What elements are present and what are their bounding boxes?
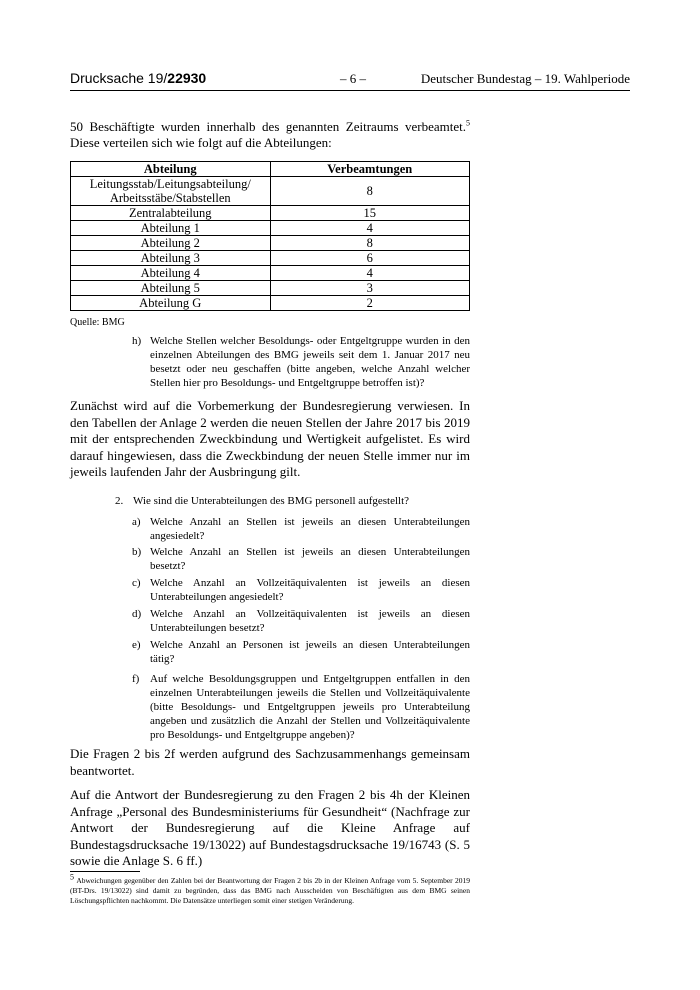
answer-2-reference: Auf die Antwort der Bundesregierung zu den Fragen 2 bis 4h der Kleinen Anfrage „Personal des Bundesministeriums für Gesundheit“ (Nachfrage zur Antwort der Bundesregierung auf die Kleine Anfrage auf Bundestagsdrucksache 19/13022) auf Bundestagsdrucksache 19/16743 (S. 5 sowie die Anlage S. 6 ff.) bbox=[70, 787, 470, 868]
cell-dept: Leitungsstab/Leitungsabteilung/ Arbeitsstäbe/Stabstellen bbox=[71, 177, 271, 206]
cell-count: 8 bbox=[270, 177, 470, 206]
table-row bbox=[71, 177, 470, 206]
table-row bbox=[71, 281, 470, 296]
question-2c: c) Welche Anzahl an Vollzeitäquivalenten ist jeweils an diesen Unterabteilungen angesiedelt? bbox=[132, 577, 470, 603]
header-abteilung: Abteilung bbox=[71, 162, 271, 177]
footnote-mark: 5 bbox=[70, 872, 74, 882]
cell-dept: Abteilung 5 bbox=[71, 281, 271, 296]
header-verbeamtungen: Verbeamtungen bbox=[270, 162, 470, 177]
footnote bbox=[70, 872, 471, 906]
footnote-ref: 5 bbox=[466, 118, 470, 128]
cell-dept: Abteilung G bbox=[71, 296, 271, 311]
cell-count: 6 bbox=[270, 251, 470, 266]
page-header bbox=[70, 68, 630, 91]
answer-2-intro: Die Fragen 2 bis 2f werden aufgrund des Sachzusammenhangs gemeinsam beantwortet. bbox=[70, 746, 470, 778]
departments-table bbox=[70, 161, 470, 311]
question-2d: d) Welche Anzahl an Vollzeitäquivalenten ist jeweils an diesen Unterabteilungen besetzt? bbox=[132, 608, 470, 634]
cell-count: 4 bbox=[270, 266, 470, 281]
question-text: Wie sind die Unterabteilungen des BMG personell aufgestellt? bbox=[133, 495, 410, 507]
question-label: 2. bbox=[115, 495, 124, 507]
question-2a: a) Welche Anzahl an Stellen ist jeweils an diesen Unterabteilungen angesiedelt? bbox=[132, 516, 470, 542]
question-2b: b) Welche Anzahl an Stellen ist jeweils an diesen Unterabteilungen besetzt? bbox=[132, 546, 470, 572]
answer-h: Zunächst wird auf die Vorbemerkung der Bundesregierung verwiesen. In den Tabellen der Anlage 2 werden die neuen Stellen der Jahre 2017 bis 2019 mit der entsprechenden Zweckbindung und Wertigkeit aufgelistet. Es wird darauf hingewiesen, dass die Zweckbindung der neuen Stelle immer nur im jeweils laufenden Jahr der Ausbringung gilt. bbox=[70, 398, 470, 479]
document-number: Drucksache 19/22930 bbox=[70, 70, 207, 86]
cell-dept: Abteilung 4 bbox=[71, 266, 271, 281]
cell-dept: Abteilung 1 bbox=[71, 221, 271, 236]
footnote-text: Abweichungen gegenüber den Zahlen bei der Beantwortung der Fragen 2 bis 2b in der Kleinen Anfrage vom 5. September 2019 (BT-Drs. 19/13022) sind damit zu begründen, dass das BMG nach Ausscheiden von Beschäftigten aus dem BMG seinen Löschungspflichten nachkommt. Die Datensätze unterliegen somit einer stetigen Veränderung. bbox=[70, 876, 471, 905]
cell-count: 15 bbox=[270, 206, 470, 221]
question-h bbox=[132, 334, 470, 390]
cell-dept: Abteilung 3 bbox=[71, 251, 271, 266]
question-label: h) bbox=[132, 335, 142, 347]
question-2e: e) Welche Anzahl an Personen ist jeweils an diesen Unterabteilungen tätig? bbox=[132, 639, 470, 665]
cell-count: 4 bbox=[270, 221, 470, 236]
table-source: Quelle: BMG bbox=[70, 317, 125, 328]
table-row bbox=[71, 296, 470, 311]
parliament-title: Deutscher Bundestag – 19. Wahlperiode bbox=[420, 71, 630, 86]
cell-dept: Abteilung 2 bbox=[71, 236, 271, 251]
table-row bbox=[71, 266, 470, 281]
question-text: Welche Stellen welcher Besoldungs- oder Entgeltgruppe wurden in den einzelnen Abteilungen des BMG jeweils seit dem 1. Januar 2017 neu besetzt oder neu geschaffen (bitte angeben, welche Anzahl welcher Stellen hier pro Besoldungs- und Entgeltgruppe betroffen ist)? bbox=[150, 335, 470, 389]
table-row bbox=[71, 206, 470, 221]
cell-count: 3 bbox=[270, 281, 470, 296]
footnote-divider bbox=[70, 871, 140, 872]
question-2f: f) Auf welche Besoldungsgruppen und Entgeltgruppen entfallen in den einzelnen Unterabteilungen jeweils die Stellen und Vollzeitäquivalente (bitte Besoldungs- und Entgeltgruppen jeweils pro Unterabteilung angeben und zusätzlich die Anzahl der Stellen und Vollzeitäquivalente pro Besoldungs- und Entgeltgruppe angeben)? bbox=[132, 673, 470, 741]
question-2 bbox=[115, 494, 470, 508]
table-row bbox=[71, 221, 470, 236]
intro-paragraph: 50 Beschäftigte wurden innerhalb des genannten Zeitraums verbeamtet.$^5$ Diese verteilen sich wie folgt auf die Abteilungen: bbox=[70, 118, 470, 150]
table-row bbox=[71, 251, 470, 266]
table-header-row bbox=[71, 162, 470, 177]
page-number: – 6 – bbox=[340, 71, 366, 86]
table-row bbox=[71, 236, 470, 251]
cell-count: 8 bbox=[270, 236, 470, 251]
cell-count: 2 bbox=[270, 296, 470, 311]
cell-dept: Zentralabteilung bbox=[71, 206, 271, 221]
